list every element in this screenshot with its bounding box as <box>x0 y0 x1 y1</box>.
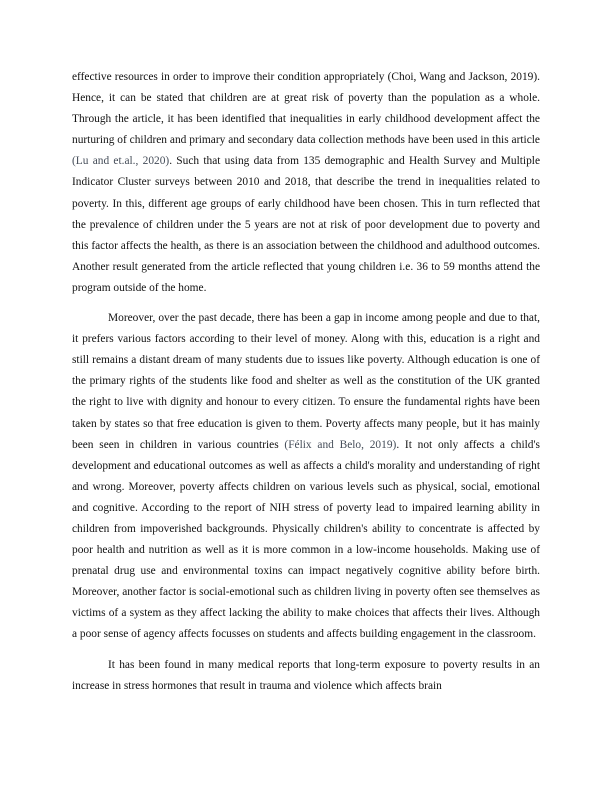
paragraph-2-text-2: . It not only affects a child's development and educational outcomes as well as affects a child's morality and understanding of right and wrong. Moreover, poverty affects children on various levels such as physical, social, emotional and cognitive. According to the report of NIH stress of poverty lead to impaired learning ability in children from impoverished backgrounds. Physically children's ability to concentrate is affected by poor health and nutrition as well as it is more common in a low-income households. Making use of prenatal drug use and environmental toxins can impact negatively cognitive ability before birth. Moreover, another factor is social-emotional such as children living in poverty often see themselves as victims of a system as they affect lacking the ability to make choices that affects their lives. Although a poor sense of agency affects focusses on students and affects building engagement in the classroom. <box>72 438 540 641</box>
citation-lu-2020: (Lu and et.al., 2020) <box>72 155 170 168</box>
paragraph-3-text-1: It has been found in many medical reports that long-term exposure to poverty results in an increase in stress hormones that result in trauma and violence which affects brain <box>72 658 540 692</box>
citation-felix-belo-2019: (Félix and Belo, 2019) <box>284 438 397 451</box>
paragraph-2-text-1: Moreover, over the past decade, there has been a gap in income among people and due to that, it prefers various factors according to their level of money. Along with this, education is a right and still remains a distant dream of many students due to issues like poverty. Although education is one of the primary rights of the students like food and shelter as well as the constitution of the UK granted the right to live with dignity and honour to every citizen. To ensure the fundamental rights have been taken by states so that free education is given to them. Poverty affects many people, but it has mainly been seen in children in various countries <box>72 312 540 451</box>
paragraph-1-text-2: . Such that using data from 135 demographic and Health Survey and Multiple Indicator Cluster surveys between 2010 and 2018, that describe the trend in inequalities related to poverty. In this, different age groups of early childhood have been chosen. This in turn reflected that the prevalence of children under the 5 years are not at risk of poor development due to poverty and this factor affects the health, as there is an association between the childhood and adulthood outcomes. Another result generated from the article reflected that young children i.e. 36 to 59 months attend the program outside of the home. <box>72 155 540 294</box>
paragraph-3 <box>72 655 540 697</box>
paragraph-2 <box>72 308 540 646</box>
paragraph-1 <box>72 67 540 299</box>
paragraph-1-text-1: effective resources in order to improve their condition appropriately (Choi, Wang and Jackson, 2019). Hence, it can be stated that children are at great risk of poverty than the population as a whole. Through the article, it has been identified that inequalities in early childhood development affect the nurturing of children and primary and secondary data collection methods have been used in this article <box>72 71 540 147</box>
body-text <box>72 67 540 706</box>
